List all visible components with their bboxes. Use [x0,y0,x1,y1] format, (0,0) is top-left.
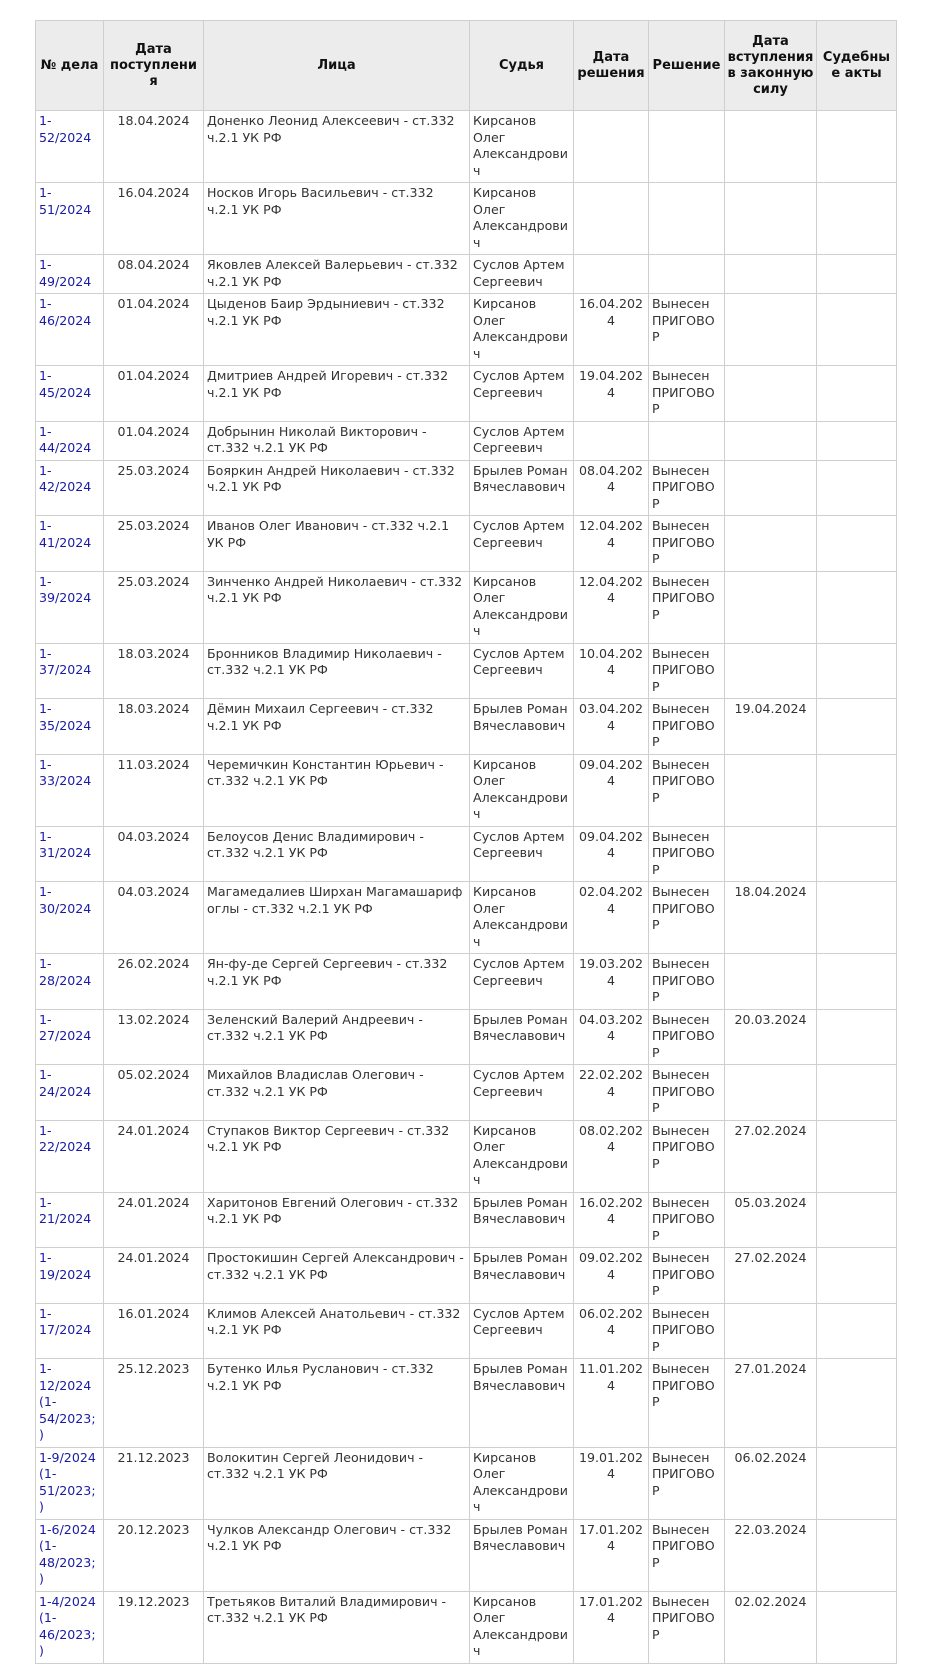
decision-date [574,111,649,183]
received-date: 25.03.2024 [104,460,204,516]
court-acts-cell [817,255,897,294]
judge-cell: Брылев Роман Вячеславович [470,1192,574,1248]
received-date: 18.04.2024 [104,111,204,183]
effective-date [725,1303,817,1359]
case-number-link[interactable]: 1-19/2024 [36,1248,104,1304]
persons-cell: Черемичкин Константин Юрьевич - ст.332 ч.2.1 УК РФ [204,754,470,826]
table-row [36,421,897,460]
judge-cell: Кирсанов Олег Александрович [470,183,574,255]
court-acts-cell [817,1248,897,1304]
decision-date [574,183,649,255]
table-row [36,1120,897,1192]
effective-date [725,826,817,882]
effective-date [725,754,817,826]
judge-cell: Брылев Роман Вячеславович [470,699,574,755]
persons-cell: Бояркин Андрей Николаевич - ст.332 ч.2.1 УК РФ [204,460,470,516]
received-date: 16.01.2024 [104,1303,204,1359]
decision-cell [649,111,725,183]
case-number-link[interactable]: 1-24/2024 [36,1065,104,1121]
judge-cell: Кирсанов Олег Александрович [470,882,574,954]
decision-date: 09.04.2024 [574,754,649,826]
received-date: 01.04.2024 [104,294,204,366]
decision-cell: Вынесен ПРИГОВОР [649,826,725,882]
decision-cell: Вынесен ПРИГОВОР [649,754,725,826]
court-acts-cell [817,699,897,755]
persons-cell: Третьяков Виталий Владимирович - ст.332 ч.2.1 УК РФ [204,1591,470,1663]
court-acts-cell [817,1009,897,1065]
effective-date: 19.04.2024 [725,699,817,755]
effective-date: 20.03.2024 [725,1009,817,1065]
received-date: 24.01.2024 [104,1192,204,1248]
decision-cell: Вынесен ПРИГОВОР [649,1303,725,1359]
decision-cell [649,421,725,460]
court-acts-cell [817,516,897,572]
decision-date: 16.04.2024 [574,294,649,366]
received-date: 13.02.2024 [104,1009,204,1065]
case-number-link[interactable]: 1-49/2024 [36,255,104,294]
persons-cell: Цыденов Баир Эрдыниевич - ст.332 ч.2.1 УК РФ [204,294,470,366]
judge-cell: Суслов Артем Сергеевич [470,1303,574,1359]
col-judge: Судья [470,21,574,111]
header-row [36,21,897,111]
decision-date: 06.02.2024 [574,1303,649,1359]
table-row [36,1591,897,1663]
effective-date: 05.03.2024 [725,1192,817,1248]
judge-cell: Суслов Артем Сергеевич [470,1065,574,1121]
case-number-link[interactable]: 1-35/2024 [36,699,104,755]
court-acts-cell [817,1192,897,1248]
table-row [36,1303,897,1359]
judge-cell: Кирсанов Олег Александрович [470,1120,574,1192]
decision-date: 03.04.2024 [574,699,649,755]
decision-date: 22.02.2024 [574,1065,649,1121]
effective-date: 22.03.2024 [725,1519,817,1591]
judge-cell: Брылев Роман Вячеславович [470,1519,574,1591]
col-case-number: № дела [36,21,104,111]
persons-cell: Яковлев Алексей Валерьевич - ст.332 ч.2.1 УК РФ [204,255,470,294]
table-row [36,1359,897,1448]
col-court-acts: Судебные акты [817,21,897,111]
judge-cell: Суслов Артем Сергеевич [470,826,574,882]
persons-cell: Зинченко Андрей Николаевич - ст.332 ч.2.1 УК РФ [204,571,470,643]
decision-date: 08.02.2024 [574,1120,649,1192]
effective-date: 27.01.2024 [725,1359,817,1448]
effective-date [725,421,817,460]
decision-cell: Вынесен ПРИГОВОР [649,366,725,422]
case-number-link[interactable]: 1-6/2024 (1-48/2023;) [36,1519,104,1591]
judge-cell: Суслов Артем Сергеевич [470,255,574,294]
persons-cell: Дёмин Михаил Сергеевич - ст.332 ч.2.1 УК РФ [204,699,470,755]
effective-date [725,255,817,294]
case-number-link[interactable]: 1-44/2024 [36,421,104,460]
cases-table [35,20,897,1664]
received-date: 05.02.2024 [104,1065,204,1121]
table-row [36,366,897,422]
court-acts-cell [817,111,897,183]
table-row [36,699,897,755]
court-acts-cell [817,1447,897,1519]
table-row [36,826,897,882]
judge-cell: Брылев Роман Вячеславович [470,1359,574,1448]
decision-cell: Вынесен ПРИГОВОР [649,294,725,366]
judge-cell: Брылев Роман Вячеславович [470,460,574,516]
received-date: 18.03.2024 [104,643,204,699]
persons-cell: Дмитриев Андрей Игоревич - ст.332 ч.2.1 УК РФ [204,366,470,422]
case-number-link[interactable]: 1-4/2024 (1-46/2023;) [36,1591,104,1663]
effective-date [725,294,817,366]
judge-cell: Кирсанов Олег Александрович [470,754,574,826]
decision-cell: Вынесен ПРИГОВОР [649,1192,725,1248]
decision-date: 16.02.2024 [574,1192,649,1248]
decision-cell: Вынесен ПРИГОВОР [649,1591,725,1663]
table-row [36,1009,897,1065]
decision-cell [649,183,725,255]
decision-date: 11.01.2024 [574,1359,649,1448]
decision-date: 02.04.2024 [574,882,649,954]
effective-date: 27.02.2024 [725,1248,817,1304]
decision-date: 04.03.2024 [574,1009,649,1065]
effective-date [725,643,817,699]
received-date: 04.03.2024 [104,826,204,882]
case-number-link[interactable]: 1-46/2024 [36,294,104,366]
case-number-link[interactable]: 1-41/2024 [36,516,104,572]
case-number-link[interactable]: 1-27/2024 [36,1009,104,1065]
col-persons: Лица [204,21,470,111]
persons-cell: Волокитин Сергей Леонидович - ст.332 ч.2.1 УК РФ [204,1447,470,1519]
decision-date: 17.01.2024 [574,1591,649,1663]
received-date: 08.04.2024 [104,255,204,294]
persons-cell: Зеленский Валерий Андреевич - ст.332 ч.2.1 УК РФ [204,1009,470,1065]
judge-cell: Суслов Артем Сергеевич [470,954,574,1010]
judge-cell: Суслов Артем Сергеевич [470,643,574,699]
table-row [36,954,897,1010]
effective-date [725,571,817,643]
effective-date [725,111,817,183]
decision-cell: Вынесен ПРИГОВОР [649,571,725,643]
decision-cell: Вынесен ПРИГОВОР [649,643,725,699]
decision-date: 08.04.2024 [574,460,649,516]
table-row [36,643,897,699]
table-row [36,1248,897,1304]
judge-cell: Кирсанов Олег Александрович [470,1591,574,1663]
court-acts-cell [817,954,897,1010]
case-number-link[interactable]: 1-22/2024 [36,1120,104,1192]
judge-cell: Кирсанов Олег Александрович [470,111,574,183]
received-date: 16.04.2024 [104,183,204,255]
decision-date: 19.01.2024 [574,1447,649,1519]
case-number-link[interactable]: 1-30/2024 [36,882,104,954]
table-row [36,1065,897,1121]
judge-cell: Суслов Артем Сергеевич [470,366,574,422]
court-acts-cell [817,294,897,366]
table-row [36,1192,897,1248]
judge-cell: Брылев Роман Вячеславович [470,1009,574,1065]
col-received-date: Дата поступления [104,21,204,111]
decision-cell: Вынесен ПРИГОВОР [649,1120,725,1192]
case-number-link[interactable]: 1-31/2024 [36,826,104,882]
received-date: 25.03.2024 [104,516,204,572]
received-date: 18.03.2024 [104,699,204,755]
persons-cell: Магамедалиев Ширхан Магамашариф оглы - ст.332 ч.2.1 УК РФ [204,882,470,954]
court-acts-cell [817,1065,897,1121]
case-number-link[interactable]: 1-17/2024 [36,1303,104,1359]
case-number-link[interactable]: 1-42/2024 [36,460,104,516]
persons-cell: Ступаков Виктор Сергеевич - ст.332 ч.2.1 УК РФ [204,1120,470,1192]
table-row [36,111,897,183]
case-number-link[interactable]: 1-52/2024 [36,111,104,183]
received-date: 24.01.2024 [104,1248,204,1304]
decision-date: 10.04.2024 [574,643,649,699]
court-acts-cell [817,1359,897,1448]
persons-cell: Климов Алексей Анатольевич - ст.332 ч.2.1 УК РФ [204,1303,470,1359]
decision-cell [649,255,725,294]
received-date: 26.02.2024 [104,954,204,1010]
decision-date [574,421,649,460]
persons-cell: Добрынин Николай Викторович - ст.332 ч.2.1 УК РФ [204,421,470,460]
effective-date [725,1065,817,1121]
table-row [36,754,897,826]
received-date: 19.12.2023 [104,1591,204,1663]
decision-cell: Вынесен ПРИГОВОР [649,460,725,516]
judge-cell: Кирсанов Олег Александрович [470,294,574,366]
decision-cell: Вынесен ПРИГОВОР [649,1248,725,1304]
col-decision-date: Дата решения [574,21,649,111]
effective-date [725,460,817,516]
received-date: 20.12.2023 [104,1519,204,1591]
decision-cell: Вынесен ПРИГОВОР [649,954,725,1010]
case-number-link[interactable]: 1-33/2024 [36,754,104,826]
decision-date: 19.03.2024 [574,954,649,1010]
effective-date [725,183,817,255]
judge-cell: Кирсанов Олег Александрович [470,1447,574,1519]
effective-date [725,954,817,1010]
effective-date: 02.02.2024 [725,1591,817,1663]
court-acts-cell [817,882,897,954]
court-acts-cell [817,421,897,460]
decision-date: 09.04.2024 [574,826,649,882]
table-row [36,1519,897,1591]
case-number-link[interactable]: 1-9/2024 (1-51/2023;) [36,1447,104,1519]
persons-cell: Ян-фу-де Сергей Сергеевич - ст.332 ч.2.1 УК РФ [204,954,470,1010]
judge-cell: Суслов Артем Сергеевич [470,516,574,572]
court-acts-cell [817,571,897,643]
court-acts-cell [817,1519,897,1591]
received-date: 04.03.2024 [104,882,204,954]
decision-cell: Вынесен ПРИГОВОР [649,1065,725,1121]
court-acts-cell [817,643,897,699]
decision-cell: Вынесен ПРИГОВОР [649,1359,725,1448]
decision-cell: Вынесен ПРИГОВОР [649,516,725,572]
judge-cell: Кирсанов Олег Александрович [470,571,574,643]
case-number-link[interactable]: 1-12/2024 (1-54/2023;) [36,1359,104,1448]
table-row [36,1447,897,1519]
court-acts-cell [817,1303,897,1359]
decision-date: 19.04.2024 [574,366,649,422]
case-number-link[interactable]: 1-37/2024 [36,643,104,699]
decision-cell: Вынесен ПРИГОВОР [649,1519,725,1591]
decision-cell: Вынесен ПРИГОВОР [649,1009,725,1065]
court-acts-cell [817,460,897,516]
court-acts-cell [817,1591,897,1663]
case-number-link[interactable]: 1-28/2024 [36,954,104,1010]
col-decision: Решение [649,21,725,111]
effective-date: 27.02.2024 [725,1120,817,1192]
case-number-link[interactable]: 1-39/2024 [36,571,104,643]
judge-cell: Брылев Роман Вячеславович [470,1248,574,1304]
persons-cell: Бутенко Илья Русланович - ст.332 ч.2.1 УК РФ [204,1359,470,1448]
decision-cell: Вынесен ПРИГОВОР [649,699,725,755]
table-row [36,571,897,643]
received-date: 24.01.2024 [104,1120,204,1192]
case-number-link[interactable]: 1-51/2024 [36,183,104,255]
persons-cell: Простокишин Сергей Александрович - ст.332 ч.2.1 УК РФ [204,1248,470,1304]
court-acts-cell [817,183,897,255]
judge-cell: Суслов Артем Сергеевич [470,421,574,460]
case-number-link[interactable]: 1-45/2024 [36,366,104,422]
court-acts-cell [817,1120,897,1192]
court-acts-cell [817,826,897,882]
persons-cell: Чулков Александр Олегович - ст.332 ч.2.1 УК РФ [204,1519,470,1591]
table-row [36,294,897,366]
persons-cell: Носков Игорь Васильевич - ст.332 ч.2.1 УК РФ [204,183,470,255]
effective-date: 18.04.2024 [725,882,817,954]
decision-cell: Вынесен ПРИГОВОР [649,882,725,954]
received-date: 25.12.2023 [104,1359,204,1448]
persons-cell: Харитонов Евгений Олегович - ст.332 ч.2.1 УК РФ [204,1192,470,1248]
table-row [36,516,897,572]
persons-cell: Бронников Владимир Николаевич - ст.332 ч.2.1 УК РФ [204,643,470,699]
table-row [36,255,897,294]
decision-date: 17.01.2024 [574,1519,649,1591]
persons-cell: Доненко Леонид Алексеевич - ст.332 ч.2.1 УК РФ [204,111,470,183]
persons-cell: Иванов Олег Иванович - ст.332 ч.2.1 УК РФ [204,516,470,572]
decision-date: 12.04.2024 [574,571,649,643]
persons-cell: Михайлов Владислав Олегович - ст.332 ч.2.1 УК РФ [204,1065,470,1121]
court-acts-cell [817,366,897,422]
received-date: 21.12.2023 [104,1447,204,1519]
case-number-link[interactable]: 1-21/2024 [36,1192,104,1248]
table-row [36,460,897,516]
effective-date [725,516,817,572]
received-date: 25.03.2024 [104,571,204,643]
table-row [36,882,897,954]
decision-date [574,255,649,294]
table-row [36,183,897,255]
received-date: 01.04.2024 [104,366,204,422]
effective-date [725,366,817,422]
persons-cell: Белоусов Денис Владимирович - ст.332 ч.2.1 УК РФ [204,826,470,882]
decision-date: 09.02.2024 [574,1248,649,1304]
court-acts-cell [817,754,897,826]
received-date: 11.03.2024 [104,754,204,826]
received-date: 01.04.2024 [104,421,204,460]
effective-date: 06.02.2024 [725,1447,817,1519]
col-effective-date: Дата вступления в законную силу [725,21,817,111]
decision-cell: Вынесен ПРИГОВОР [649,1447,725,1519]
decision-date: 12.04.2024 [574,516,649,572]
